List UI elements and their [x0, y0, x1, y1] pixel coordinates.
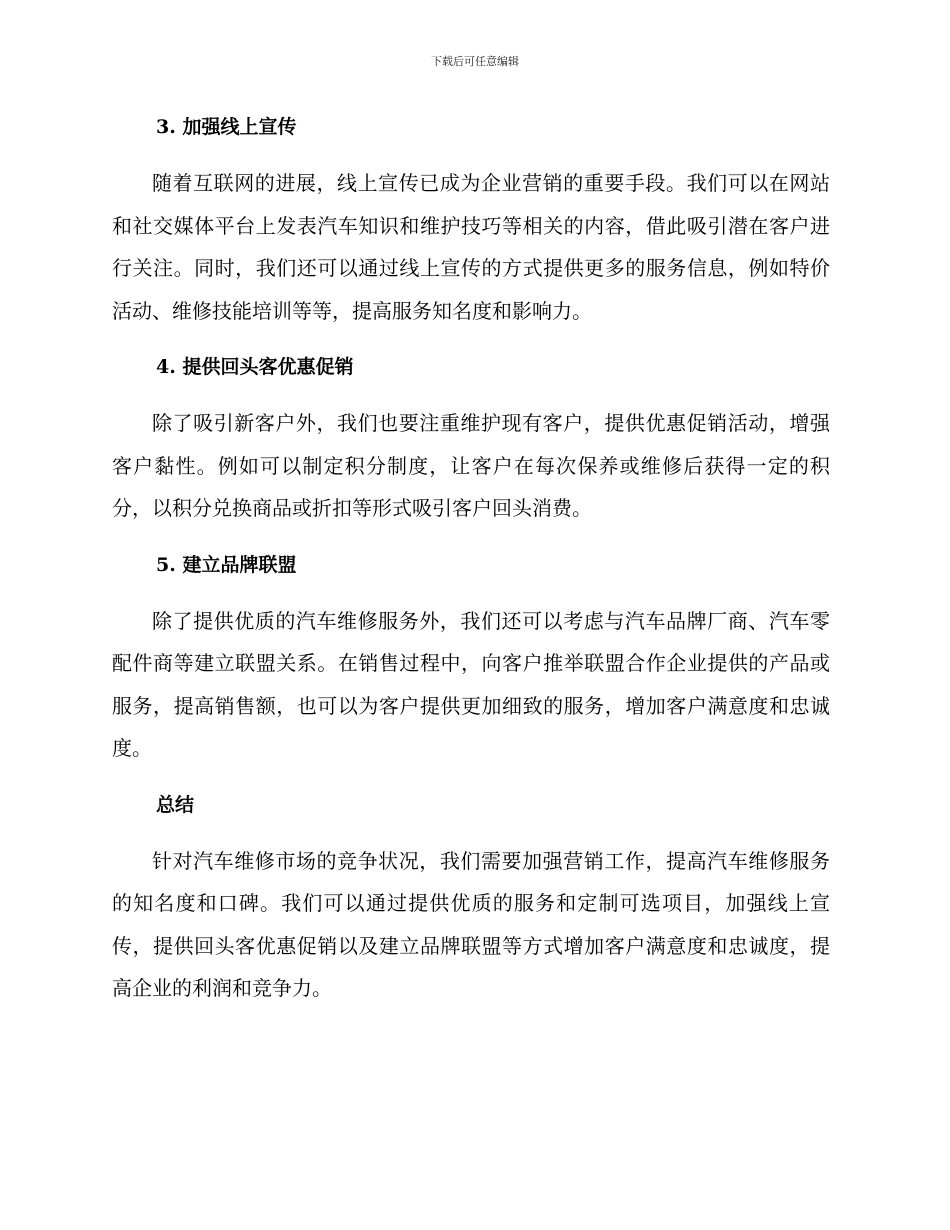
section-brand-alliance: [112, 544, 830, 770]
section-heading: 4. 提供回头客优惠促销: [156, 356, 354, 378]
section-heading: 总结: [156, 793, 195, 816]
document-body: [112, 106, 830, 1024]
section-heading: 5. 建立品牌联盟: [156, 553, 297, 576]
page-header: 下载后可任意编辑: [431, 55, 519, 68]
section-heading: 3. 加强线上宣传: [156, 116, 297, 138]
section-online-promotion: [112, 106, 830, 332]
section-summary: [112, 784, 830, 1010]
section-paragraph: 除了吸引新客户外，我们也要注重维护现有客户，提供优惠促销活动，增强客户黏性。例如可以制定积分制度，让客户在每次保养或维修后获得一定的积分，以积分兑换商品或折扣等形式吸引客户回头消费。: [112, 411, 830, 520]
section-returning-customer-promotion: [112, 346, 830, 530]
section-paragraph: 随着互联网的进展，线上宣传已成为企业营销的重要手段。我们可以在网站和社交媒体平台上发表汽车知识和维护技巧等相关的内容，借此吸引潜在客户进行关注。同时，我们还可以通过线上宣传的方式提供更多的服务信息，例如特价活动、维修技能培训等等，提高服务知名度和影响力。: [112, 171, 830, 323]
section-paragraph: 除了提供优质的汽车维修服务外，我们还可以考虑与汽车品牌厂商、汽车零配件商等建立联盟关系。在销售过程中，向客户推举联盟合作企业提供的产品或服务，提高销售额，也可以为客户提供更加细致的服务，增加客户满意度和忠诚度。: [112, 608, 830, 760]
section-paragraph: 针对汽车维修市场的竞争状况，我们需要加强营销工作，提高汽车维修服务的知名度和口碑。我们可以通过提供优质的服务和定制可选项目，加强线上宣传，提供回头客优惠促销以及建立品牌联盟等方式增加客户满意度和忠诚度，提高企业的利润和竞争力。: [112, 848, 830, 1000]
